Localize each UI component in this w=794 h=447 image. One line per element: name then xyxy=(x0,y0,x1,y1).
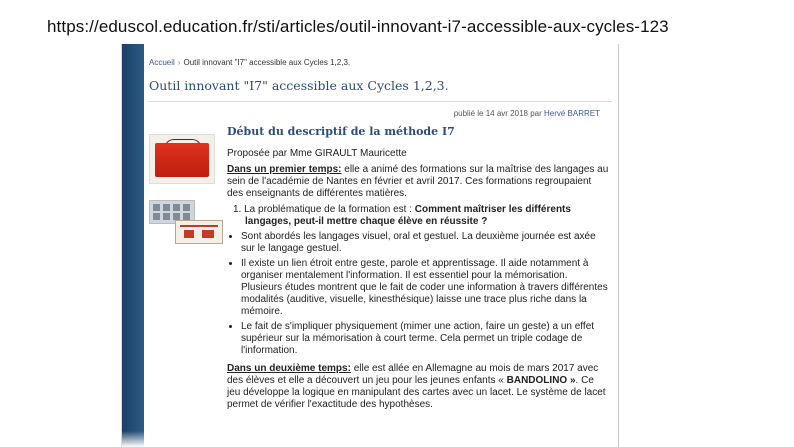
author-link[interactable]: Hervé BARRET xyxy=(543,109,600,118)
publication-date: publié le 14 avr 2018 par xyxy=(453,109,544,118)
grid-cell xyxy=(153,204,160,211)
list-item: • Le fait de s'impliquer physiquement (mimer une action, faire un geste) a un effet supérieur sur la mémorisation à court terme. Cela permet un triple codage de l'information. xyxy=(241,321,609,357)
grid-cell xyxy=(173,204,180,211)
list-item: • Sont abordés les langages visuel, oral et gestuel. La deuxième journée est axée sur le langage gestuel. xyxy=(241,231,609,255)
second-time-text: elle est allée en Allemagne au mois de mars 2017 avec des élèves et elle a découvert un jeu pour les jeunes enfants « xyxy=(227,363,599,386)
grid-cell xyxy=(183,213,190,220)
first-time-text: elle a animé des formations sur la maîtrise des langages au sein de l'académie de Nantes en février et avril 2017. Ces formations regroupaient des enseignants de différentes matières. xyxy=(227,164,609,199)
card-picture xyxy=(184,230,194,238)
problematic-prefix: 1. La problématique de la formation est : xyxy=(233,204,415,215)
second-time-paragraph xyxy=(227,363,609,411)
lace-card-photo[interactable] xyxy=(175,220,223,244)
red-pouch-photo[interactable] xyxy=(149,134,215,184)
proposed-by: Proposée par Mme GIRAULT Mauricette xyxy=(227,148,407,159)
pouch-body xyxy=(155,143,209,177)
second-time-text-end: . Ce jeu développe la logique en manipulant des cartes avec un lacet. Le système de lacet permet de vérifier l'exactitude des hypothèses. xyxy=(227,375,606,410)
lace-line xyxy=(180,225,218,227)
grid-cell xyxy=(163,204,170,211)
list-item: • Il existe un lien étroit entre geste, parole et apprentissage. Il aide notamment à organiser mentalement l'information. Il est essentiel pour la mémorisation. Plusieurs études montrent que le fait de coder une information à travers différentes modalités (auditive, visuelle, kinesthésique) laisse une trace plus riche dans la mémoire. xyxy=(241,258,609,318)
grid-cell xyxy=(153,213,160,220)
grid-cell xyxy=(183,204,190,211)
game-name: BANDOLINO » xyxy=(506,375,576,386)
problematic-question: Comment maîtriser les différents langages, peut-il mettre chaque élève en réussite ? xyxy=(245,204,571,227)
title-divider xyxy=(149,101,612,102)
problematic-item xyxy=(233,204,609,228)
second-time-lead: Dans un deuxième temps: xyxy=(227,363,351,374)
article-body xyxy=(227,126,609,415)
grid-cell xyxy=(173,213,180,220)
webpage-screenshot xyxy=(121,44,619,447)
first-time-lead: Dans un premier temps: xyxy=(227,164,342,175)
grid-cell xyxy=(163,213,170,220)
page-url: https://eduscol.education.fr/sti/articles/outil-innovant-i7-accessible-aux-cycles-123 xyxy=(47,17,669,36)
breadcrumb xyxy=(149,58,350,67)
bottom-fade xyxy=(122,431,618,447)
breadcrumb-current: Outil innovant "I7" accessible aux Cycles 1,2,3. xyxy=(183,58,351,67)
section-title: Début du descriptif de la méthode I7 xyxy=(227,125,455,138)
bullet-list xyxy=(227,231,609,357)
breadcrumb-home-link[interactable]: Accueil xyxy=(149,58,175,67)
page-title: Outil innovant "I7" accessible aux Cycles 1,2,3. xyxy=(149,78,449,93)
first-time-paragraph xyxy=(227,164,609,200)
breadcrumb-separator: › xyxy=(177,58,181,67)
card-picture xyxy=(202,230,214,238)
publication-dateline xyxy=(454,109,600,118)
